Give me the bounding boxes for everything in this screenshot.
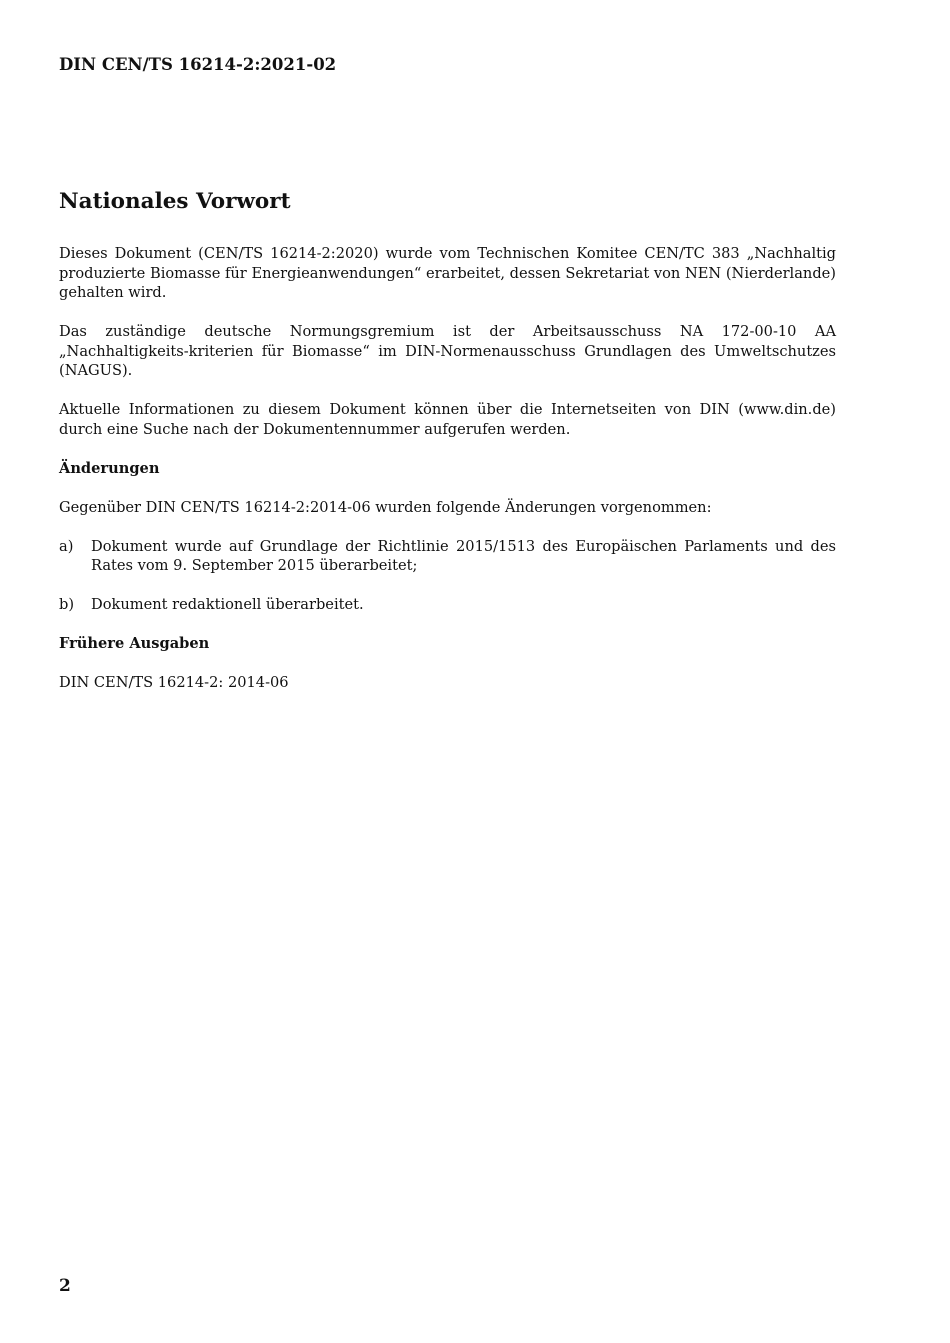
document-identifier: DIN CEN/TS 16214-2:2021-02 bbox=[59, 55, 337, 74]
changes-heading: Änderungen bbox=[59, 459, 160, 477]
list-item-text: Dokument redaktionell überarbeitet. bbox=[91, 596, 364, 613]
previous-editions-heading: Frühere Ausgaben bbox=[59, 635, 210, 652]
paragraph-current-info: Aktuelle Informationen zu diesem Dokument können über die Internetseiten von DIN (www.din.de) durch eine Suche nach der Dokumentennummer aufgerufen werden. bbox=[59, 401, 836, 438]
list-item-text: Dokument wurde auf Grundlage der Richtlinie 2015/1513 des Europäischen Parlaments und des Rates vom 9. September 2015 überarbeitet; bbox=[91, 537, 836, 574]
paragraph-german-committee: Das zuständige deutsche Normungsgremium ist der Arbeitsausschuss NA 172-00-10 AA „Nachhaltigkeits-kriterien für Biomasse“ im DIN-Normenausschuss Grundlagen des Umweltschutzes (NAGUS). bbox=[59, 323, 836, 379]
changes-intro: Gegenüber DIN CEN/TS 16214-2:2014-06 wurden folgende Änderungen vorgenommen: bbox=[59, 498, 712, 516]
list-marker: b) bbox=[59, 596, 75, 613]
previous-editions-text: DIN CEN/TS 16214-2: 2014-06 bbox=[59, 674, 289, 691]
paragraph-committee: Dieses Dokument (CEN/TS 16214-2:2020) wurde vom Technischen Komitee CEN/TC 383 „Nachhaltig produzierte Biomasse für Energieanwendungen“ erarbeitet, dessen Sekretariat von NEN (Nierderlande) gehalten wird. bbox=[59, 245, 836, 301]
list-item bbox=[59, 595, 836, 615]
section-title: Nationales Vorwort bbox=[59, 189, 291, 214]
list-item bbox=[59, 537, 836, 576]
page-number: 2 bbox=[59, 1276, 71, 1296]
list-marker: a) bbox=[59, 537, 74, 555]
national-foreword-section bbox=[59, 187, 836, 712]
